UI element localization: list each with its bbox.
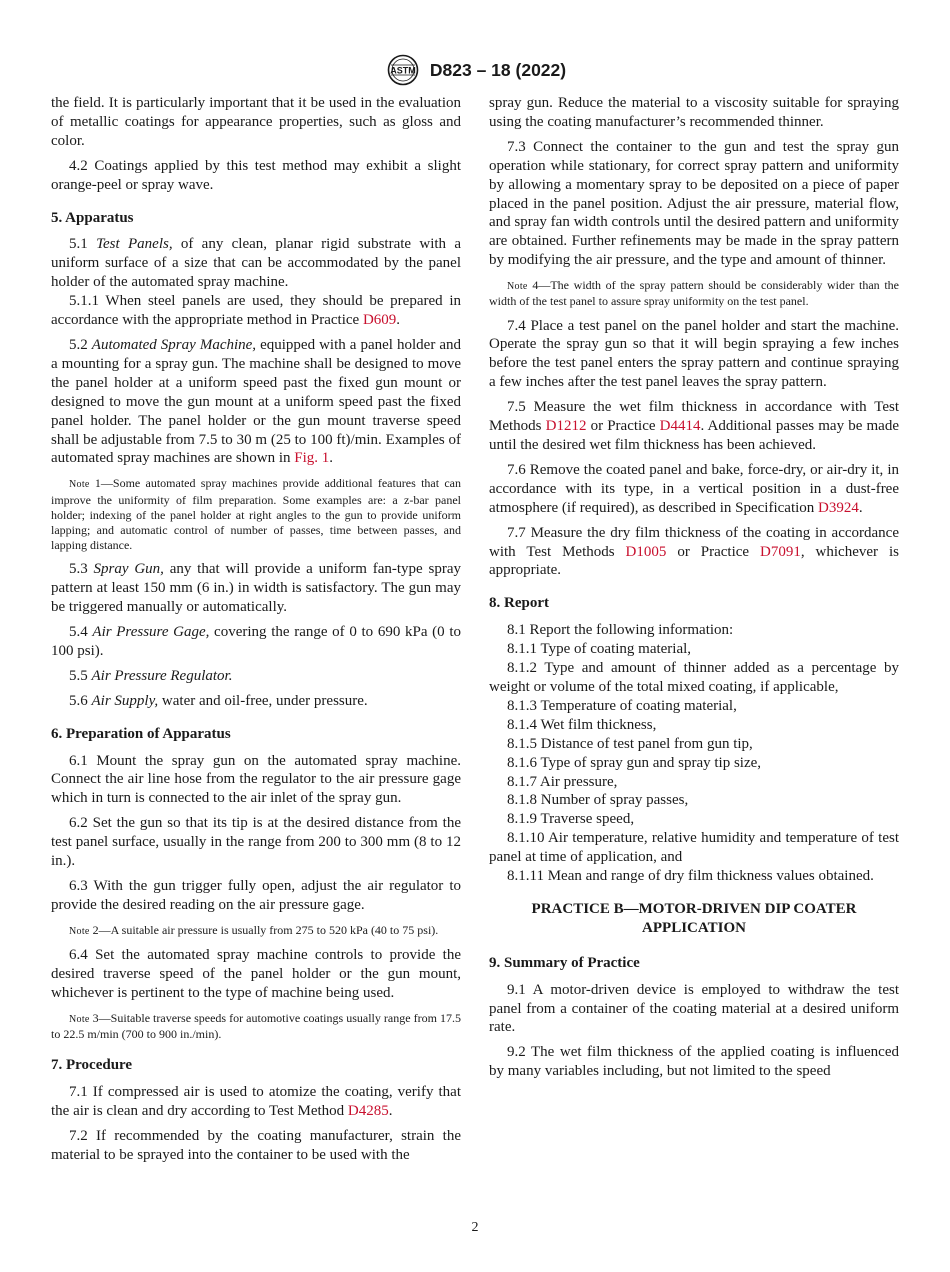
section-7-6: 7.6 Remove the coated panel and bake, force-dry, or air-dry it, in accordance with its type, in a vertical position in a dust-free atmosphere (if required), as described in Specification D3924. [489, 461, 899, 516]
link-fig-1[interactable]: Fig. 1 [294, 450, 330, 467]
document-designation: D823 – 18 (2022) [429, 59, 567, 80]
link-d609[interactable]: D609 [362, 312, 397, 329]
section-5-2: 5.2 Automated Spray Machine, equipped with a panel holder and a mounting for a spray gun. The machine shall be designed to move the panel holder at a uniform speed past the fixed gun mount or designed to move the gun mount at a uniform speed past the fixed panel holder. The panel holder or the gun mount traverse speed shall be adjustable from 7.5 to 30 m (25 to 100 ft)/min. Examples of automated spray machines are shown in Fig. 1. [51, 336, 461, 467]
section-4-2: 4.2 Coatings applied by this test method may exhibit a slight orange-peel or spray wave. [51, 157, 461, 193]
heading-summary-of-practice: 9. Summary of Practice [489, 954, 640, 971]
list-item: 8.1.7 Air pressure, [507, 773, 618, 790]
list-item: 8.1.9 Traverse speed, [507, 811, 635, 828]
page-number: 2 [471, 1220, 479, 1235]
section-7-3: 7.3 Connect the container to the gun and test the spray gun operation while stationary, for correct spray pattern and uniformity by allowing a momentary spray to be deposited on a piece of paper placed in the panel position. Adjust the air pressure, material flow, and spray fan width controls until the desired pattern and uniformity are obtained. Further refinements may be made in the spray pattern by modifying the air pressure, and the type and amount of thinner. [489, 138, 899, 269]
section-7-4: 7.4 Place a test panel on the panel holder and start the machine. Operate the spray gun so that it will begin spraying a few inches before the test panel enters the spray pattern and continue spraying a few inches after the test panel leaves the spray pattern. [489, 317, 899, 391]
report-list [489, 621, 899, 886]
list-item: 8.1.2 Type and amount of thinner added as a percentage by weight or volume of the total mixed coating, if applicable, [489, 660, 899, 695]
section-9-2: 9.2 The wet film thickness of the applied coating is influenced by many variables including, but not limited to the speed [489, 1044, 899, 1080]
section-5-4: 5.4 Air Pressure Gage, covering the range of 0 to 690 kPa (0 to 100 psi). [51, 624, 462, 659]
list-item: 8.1.4 Wet film thickness, [507, 716, 657, 733]
link-d1005[interactable]: D1005 [625, 543, 667, 560]
link-d1212[interactable]: D1212 [545, 418, 587, 435]
list-item: 8.1.5 Distance of test panel from gun tip, [507, 735, 753, 752]
list-item: 8.1.3 Temperature of coating material, [507, 697, 737, 714]
section-7-7: 7.7 Measure the dry film thickness of the coating in accordance with Test Methods D1005 or Practice D7091, whichever is appropriate. [489, 524, 899, 579]
link-d7091[interactable]: D7091 [760, 543, 801, 560]
continued-paragraph: spray gun. Reduce the material to a viscosity suitable for spraying using the coating manufacturer’s recommended thinner. [489, 95, 899, 130]
link-d4285[interactable]: D4285 [347, 1102, 389, 1119]
section-6-4: 6.4 Set the automated spray machine controls to provide the desired traverse speed of the panel holder or the gun mount, whichever is pertinent to the type of machine being used. [51, 947, 461, 1001]
list-item: 8.1.11 Mean and range of dry film thickness values obtained. [507, 868, 874, 885]
note-3: Note 3—Suitable traverse speeds for automotive coatings usually range from 17.5 to 22.5 m/min (700 to 900 in./min). [51, 1010, 461, 1041]
section-9-1: 9.1 A motor-driven device is employed to withdraw the test panel from a container of the coating material at a desired uniform rate. [489, 981, 899, 1036]
heading-apparatus: 5. Apparatus [51, 209, 134, 226]
section-6-2: 6.2 Set the gun so that its tip is at the desired distance from the test panel surface, usually in the range from 200 to 300 mm (8 to 12 in.). [51, 815, 461, 870]
right-column [489, 94, 899, 1081]
heading-report: 8. Report [489, 595, 549, 612]
practice-b-title: PRACTICE B—MOTOR-DRIVEN DIP COATER APPLICATION [531, 900, 857, 936]
list-item: 8.1 Report the following information: [507, 622, 734, 639]
section-5-1: 5.1 Test Panels, of any clean, planar rigid substrate with a uniform surface of a size that can be accommodated by the panel holder of the automated spray machine. [51, 236, 462, 291]
list-item: 8.1.6 Type of spray gun and spray tip size, [507, 754, 762, 771]
page-header [0, 54, 950, 86]
section-7-2: 7.2 If recommended by the coating manufacturer, strain the material to be sprayed into the container to be used with the [51, 1127, 461, 1163]
section-5-3: 5.3 Spray Gun, any that will provide a uniform fan-type spray pattern at least 150 mm (6 in.) in width is satisfactory. The gun may be triggered manually or automatically. [51, 561, 461, 616]
heading-procedure: 7. Procedure [51, 1057, 133, 1074]
list-item: 8.1.8 Number of spray passes, [507, 792, 689, 809]
section-5-6: 5.6 Air Supply, water and oil-free, under pressure. [69, 692, 368, 709]
note-4: Note 4—The width of the spray pattern should be considerably wider than the width of the test panel to assure spray uniformity on the test panel. [489, 278, 899, 309]
section-7-5: 7.5 Measure the wet film thickness in accordance with Test Methods D1212 or Practice D4414. Additional passes may be made until the desired wet film thickness has been achieved. [489, 399, 899, 453]
section-6-1: 6.1 Mount the spray gun on the automated spray machine. Connect the air line hose from the regulator to the air pressure gage which in turn is connected to the air inlet of the spray gun. [51, 752, 461, 807]
link-d3924[interactable]: D3924 [818, 499, 859, 516]
section-6-3: 6.3 With the gun trigger fully open, adjust the air regulator to provide the desired reading on the air pressure gage. [51, 878, 461, 913]
note-2: Note 2—A suitable air pressure is usually from 275 to 520 kPa (40 to 75 psi). [69, 922, 439, 937]
section-5-1-1: 5.1.1 When steel panels are used, they should be prepared in accordance with the appropriate method in Practice D609. [51, 293, 461, 329]
astm-logo-text: ASTM [390, 65, 416, 76]
continued-paragraph: the field. It is particularly important that it be used in the evaluation of metallic coatings for appearance properties, such as gloss and color. [51, 95, 461, 149]
note-1: Note 1—Some automated spray machines provide additional features that can improve the uniformity of film preparation. Some examples are: a z-bar panel holder; indexing of the panel holder at right angles to the gun to provide uniform lapping; and automatic control of number of passes, time between passes, and lapping distance. [51, 476, 461, 553]
astm-logo-icon [384, 54, 422, 86]
heading-preparation: 6. Preparation of Apparatus [51, 725, 231, 742]
link-d4414[interactable]: D4414 [659, 418, 701, 435]
left-column [51, 94, 461, 1165]
section-5-5: 5.5 Air Pressure Regulator. [69, 667, 233, 684]
list-item: 8.1.10 Air temperature, relative humidity and temperature of test panel at time of application, and [489, 830, 899, 866]
section-7-1: 7.1 If compressed air is used to atomize the coating, verify that the air is clean and dry according to Test Method D4285. [51, 1084, 461, 1119]
list-item: 8.1.1 Type of coating material, [507, 641, 692, 658]
